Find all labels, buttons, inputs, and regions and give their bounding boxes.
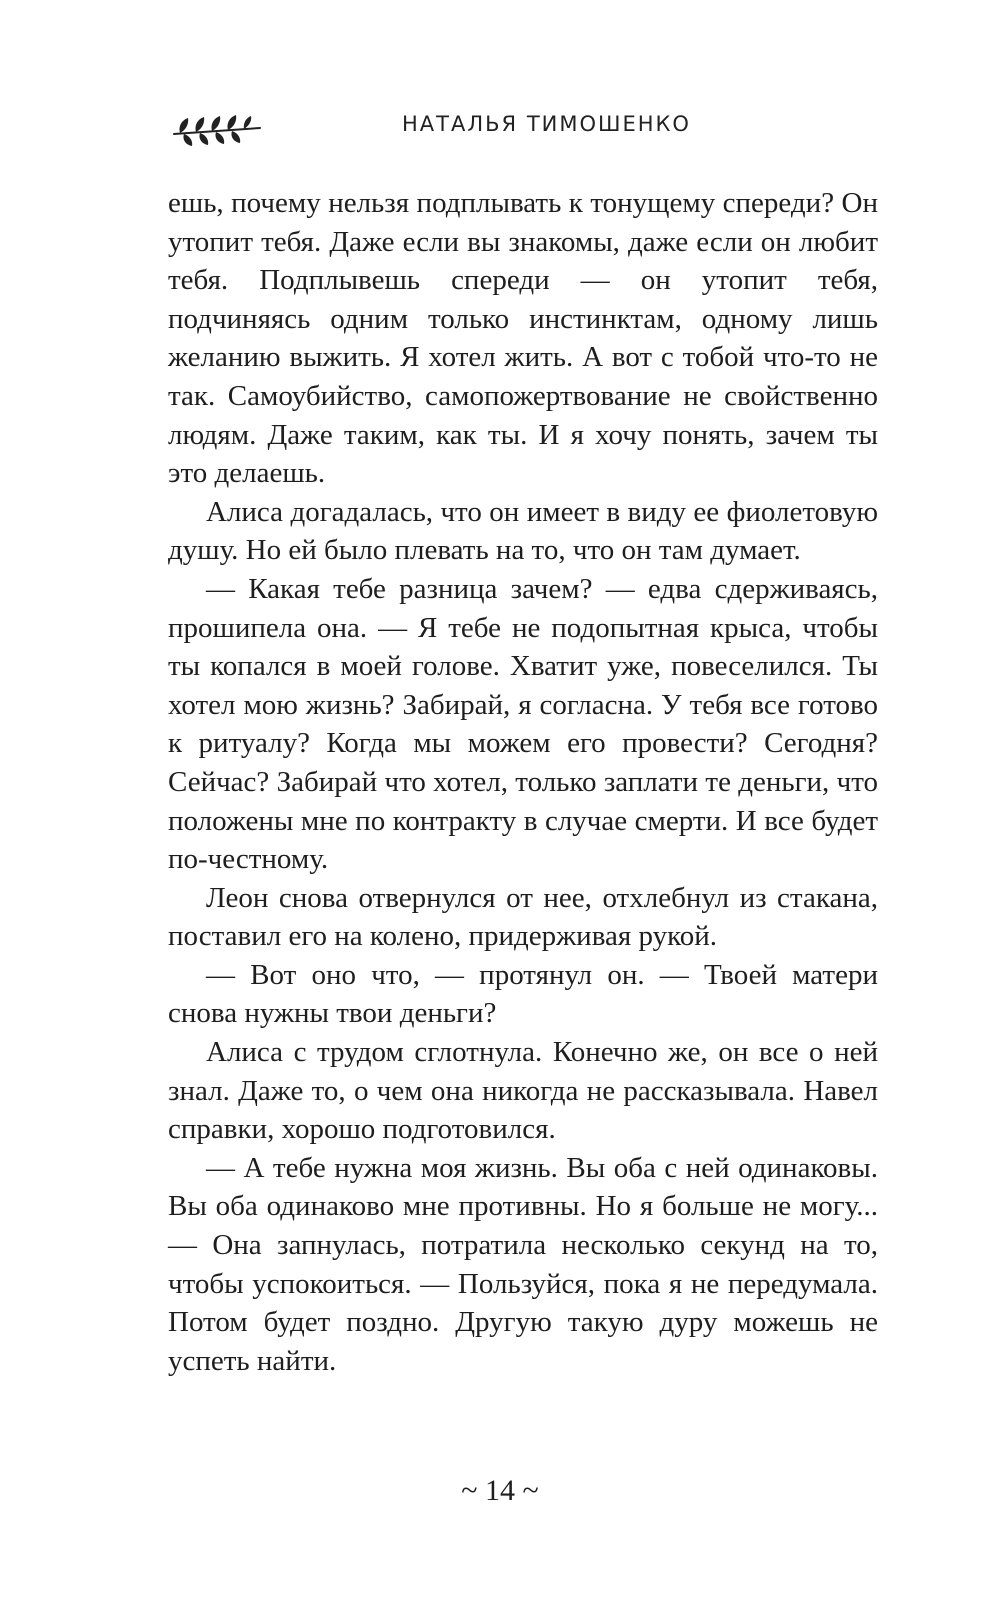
paragraph-4: Леон снова отвернулся от нее, отхлебнул из стакана, поставил его на колено, придерживая рукой. [168, 881, 878, 953]
paragraph-1: ешь, почему нельзя подплывать к тонущему спереди? Он утопит тебя. Даже если вы знакомы, даже если он любит тебя. Подплывешь спереди — он утопит тебя, подчиняясь одним только инстинктам, одному лишь желанию выжить. Я хотел жить. А вот с тобой что-то не так. Самоубийство, самопожертвование не свойственно людям. Даже таким, как ты. И я хочу понять, зачем ты это делаешь. [168, 187, 878, 490]
paragraph-7: — А тебе нужна моя жизнь. Вы оба с ней одинаковы. Вы оба одинаково мне противны. Но я больше не могу... — Она запнулась, потратила несколько секунд на то, чтобы успокоиться. — Пользуйся, пока я не передумала. Потом будет поздно. Другую такую дуру можешь не успеть найти. [168, 1151, 878, 1377]
leaf-branch-icon [170, 112, 262, 148]
paragraph-2: Алиса догадалась, что он имеет в виду ее фиолетовую душу. Но ей было плевать на то, что он там думает. [168, 495, 878, 567]
running-header [0, 100, 1000, 160]
paragraph-3: — Какая тебе разница зачем? — едва сдерживаясь, прошипела она. — Я тебе не подопытная крыса, чтобы ты копался в моей голове. Хватит уже, повеселился. Ты хотел мою жизнь? Забирай, я согласна. У тебя все готово к ритуалу? Когда мы можем его провести? Сегодня? Сейчас? Забирай что хотел, только заплати те деньги, что положены мне по контракту в случае смерти. И все будет по-честному. [168, 572, 878, 876]
page-number: ~ 14 ~ [461, 1474, 539, 1507]
body-text [168, 184, 878, 1380]
author-name: НАТАЛЬЯ ТИМОШЕНКО [402, 112, 691, 136]
paragraph-5: — Вот оно что, — протянул он. — Твоей матери снова нужны твои деньги? [168, 958, 878, 1030]
paragraph-6: Алиса с трудом сглотнула. Конечно же, он все о ней знал. Даже то, о чем она никогда не рассказывала. Навел справки, хорошо подготовился. [168, 1036, 878, 1146]
